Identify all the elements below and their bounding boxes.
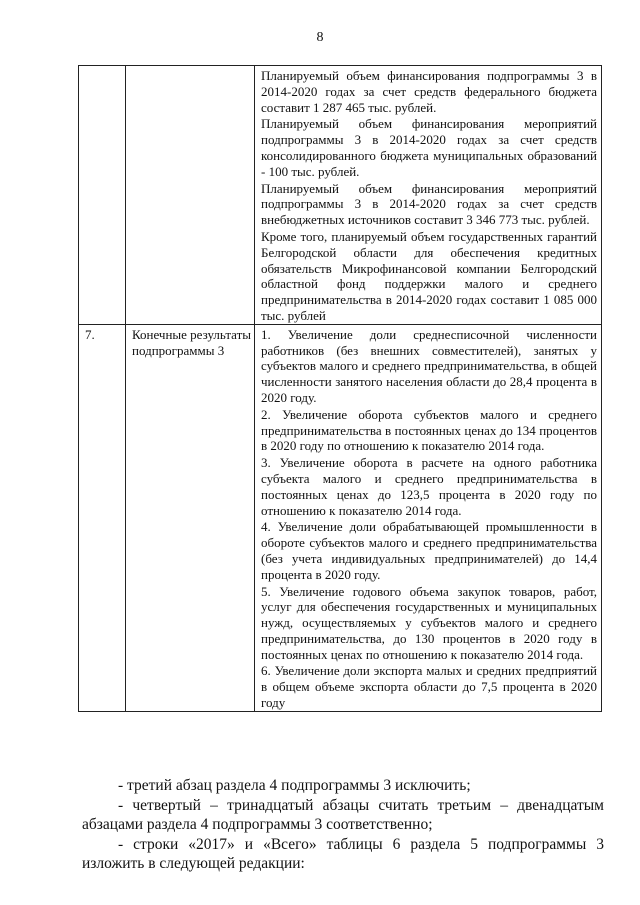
result-paragraph: 5. Увеличение годового объема закупок товаров, работ, услуг для обеспечения государственных и муниципальных нужд, осуществляемых у субъектов малого и среднего предпринимательства, до 130 процентов в 2020 году в постоянных ценах по отношению к показателю 2014 года.: [261, 583, 597, 662]
body-paragraph: - четвертый – тринадцатый абзацы считать третьим – двенадцатым абзацами раздела 4 подпрограммы 3 соответственно;: [82, 796, 604, 833]
row-number-cell: 7.: [79, 324, 126, 711]
funding-paragraph: Планируемый объем финансирования подпрограммы 3 в 2014-2020 годах за счет средств федерального бюджета составит 1 287 465 тыс. рублей.: [261, 68, 597, 115]
program-table: [78, 65, 602, 712]
amendment-text: [82, 776, 604, 874]
body-paragraph: - строки «2017» и «Всего» таблицы 6 раздела 5 подпрограммы 3 изложить в следующей редакции:: [82, 835, 604, 872]
result-paragraph: 3. Увеличение оборота в расчете на одного работника субъекта малого и среднего предпринимательства в постоянных ценах до 123,5 процента в 2020 году по отношению к показателю 2014 года.: [261, 455, 597, 518]
row-label-cell: Конечные результаты подпрограммы 3: [126, 324, 255, 711]
result-paragraph: 2. Увеличение оборота субъектов малого и среднего предпринимательства в постоянных ценах до 134 процентов в 2020 году по отношению к показателю 2014 года.: [261, 406, 597, 454]
table-row: [79, 324, 602, 711]
row-content-cell: [255, 66, 602, 325]
result-paragraph: 6. Увеличение доли экспорта малых и средних предприятий в общем объеме экспорта области до 7,5 процента в 2020 году: [261, 663, 597, 711]
row-number-cell: [79, 66, 126, 325]
row-label-cell: [126, 66, 255, 325]
result-paragraph: 1. Увеличение доли среднесписочной численности работников (без внешних совместителей), занятых у субъектов малого и среднего предпринимательства, в общей численности занятого населения области до 28,4 процента в 2020 году.: [261, 326, 597, 405]
funding-paragraph: Планируемый объем финансирования мероприятий подпрограммы 3 в 2014-2020 годах за счет средств консолидированного бюджета муниципальных образований - 100 тыс. рублей.: [261, 116, 597, 179]
row-content-cell: [255, 324, 602, 711]
result-paragraph: 4. Увеличение доли обрабатывающей промышленности в обороте субъектов малого и среднего предпринимательства (без учета индивидуальных предпринимателей) до 14,4 процента в 2020 году.: [261, 519, 597, 582]
table-row: [79, 66, 602, 325]
page-number: 8: [316, 30, 324, 45]
funding-paragraph: Кроме того, планируемый объем государственных гарантий Белгородской области для обеспечения кредитных обязательств Микрофинансовой компании Белгородский областной фонд поддержки малого и среднего предпринимательства в 2014-2020 годах составит 1 085 000 тыс. рублей: [261, 228, 597, 323]
funding-paragraph: Планируемый объем финансирования мероприятий подпрограммы 3 в 2014-2020 годах за счет средств внебюджетных источников составит 3 346 773 тыс. рублей.: [261, 180, 597, 228]
body-paragraph: - третий абзац раздела 4 подпрограммы 3 исключить;: [118, 777, 471, 794]
